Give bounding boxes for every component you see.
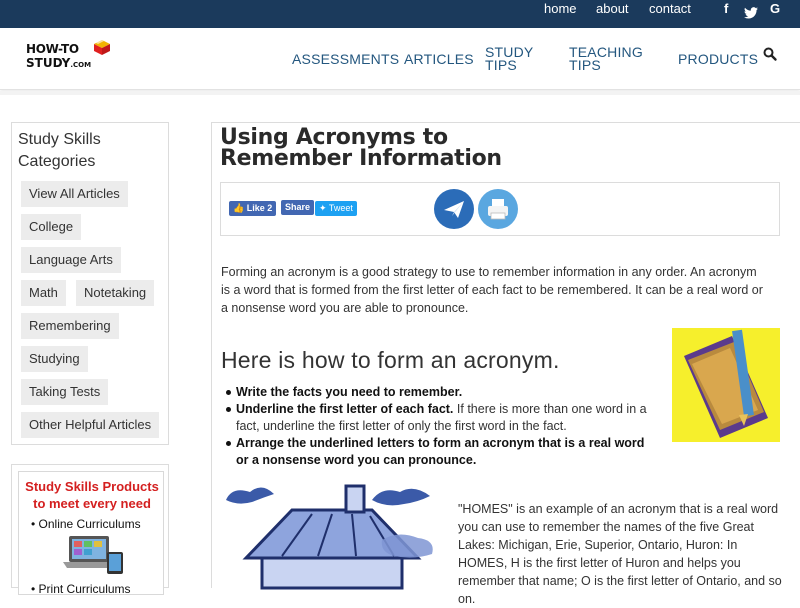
laptop-illustration-icon [63,534,127,576]
sidebar-item-notetaking[interactable]: Notetaking [76,280,154,306]
top-link-about[interactable]: about [596,1,629,16]
sidebar-item-view-all-articles[interactable]: View All Articles [21,181,128,207]
products-promo[interactable] [11,464,169,596]
step-item-1: Write the facts you need to remember. [236,384,656,401]
facebook-share-button[interactable]: Share [281,200,314,215]
promo-item-print: • Print Curriculums [31,582,131,596]
logo-line-1: HOW-TO [26,42,79,56]
print-button[interactable] [478,189,518,229]
facebook-like-button[interactable]: 👍 Like 2 [229,201,276,216]
printer-icon [478,189,518,229]
promo-title: Study Skills Products to meet every need [25,479,159,511]
logo-line-2: STUDY.COM [26,56,92,70]
categories-sidebar [11,122,169,445]
top-link-home[interactable]: home [544,1,577,16]
site-logo[interactable] [26,38,118,76]
nav-assessments[interactable]: ASSESSMENTS [292,51,400,67]
sidebar-item-other-helpful-articles[interactable]: Other Helpful Articles [21,412,159,438]
top-bar [0,0,800,28]
promo-item-online: • Online Curriculums [31,517,141,531]
header-shadow-band [0,91,800,95]
house-illustration [222,480,444,588]
article-intro: Forming an acronym is a good strategy to use to remember information in any order. An acronym is a word that is formed from the first letter of each fact to be remembered. It can be a real word or a nonsense word you are able to pronounce. [221,265,763,315]
nav-products[interactable]: PRODUCTS [678,51,759,67]
nav-study-tips[interactable]: STUDY TIPS [485,44,534,73]
promo-card [18,471,164,595]
twitter-icon[interactable] [744,7,758,19]
acronym-heading: Here is how to form an acronym. [221,347,560,373]
acronym-steps [236,384,656,469]
site-header [0,28,800,90]
google-icon[interactable]: G [770,1,781,16]
email-button[interactable] [434,189,474,229]
search-icon[interactable] [763,47,777,61]
tweet-button[interactable]: ✦ Tweet [315,201,357,216]
folder-pen-illustration [670,326,782,444]
sidebar-heading: Study Skills Categories [18,131,101,170]
sidebar-item-taking-tests[interactable]: Taking Tests [21,379,108,405]
share-bar [220,182,780,236]
article-title: Using Acronyms to Remember Information [220,125,502,171]
sidebar-item-math[interactable]: Math [21,280,66,306]
homes-example: "HOMES" is an example of an acronym that is a real word you can use to remember the names of the five Great Lakes: Michigan, Erie, Superior, Ontario, Huron: In HOMES, H is the first letter of Huron and helps you remember that name; O is the first letter of Ontario, and so on. [458,502,782,606]
step-item-3: Arrange the underlined letters to form an acronym that is a real word or a nonsense word you can pronounce. [236,435,656,469]
sidebar-item-college[interactable]: College [21,214,81,240]
sidebar-item-remembering[interactable]: Remembering [21,313,119,339]
sidebar-item-language-arts[interactable]: Language Arts [21,247,121,273]
facebook-icon[interactable]: f [724,1,729,16]
step-item-2: Underline the first letter of each fact. If there is more than one word in a fact, underline the first letter of only the first word in the fact. [236,401,656,435]
nav-articles[interactable]: ARTICLES [404,51,474,67]
nav-teaching-tips[interactable]: TEACHING TIPS [569,44,643,73]
paper-plane-icon [434,189,474,229]
sidebar-item-studying[interactable]: Studying [21,346,88,372]
top-link-contact[interactable]: contact [649,1,691,16]
logo-box-icon [92,38,112,56]
